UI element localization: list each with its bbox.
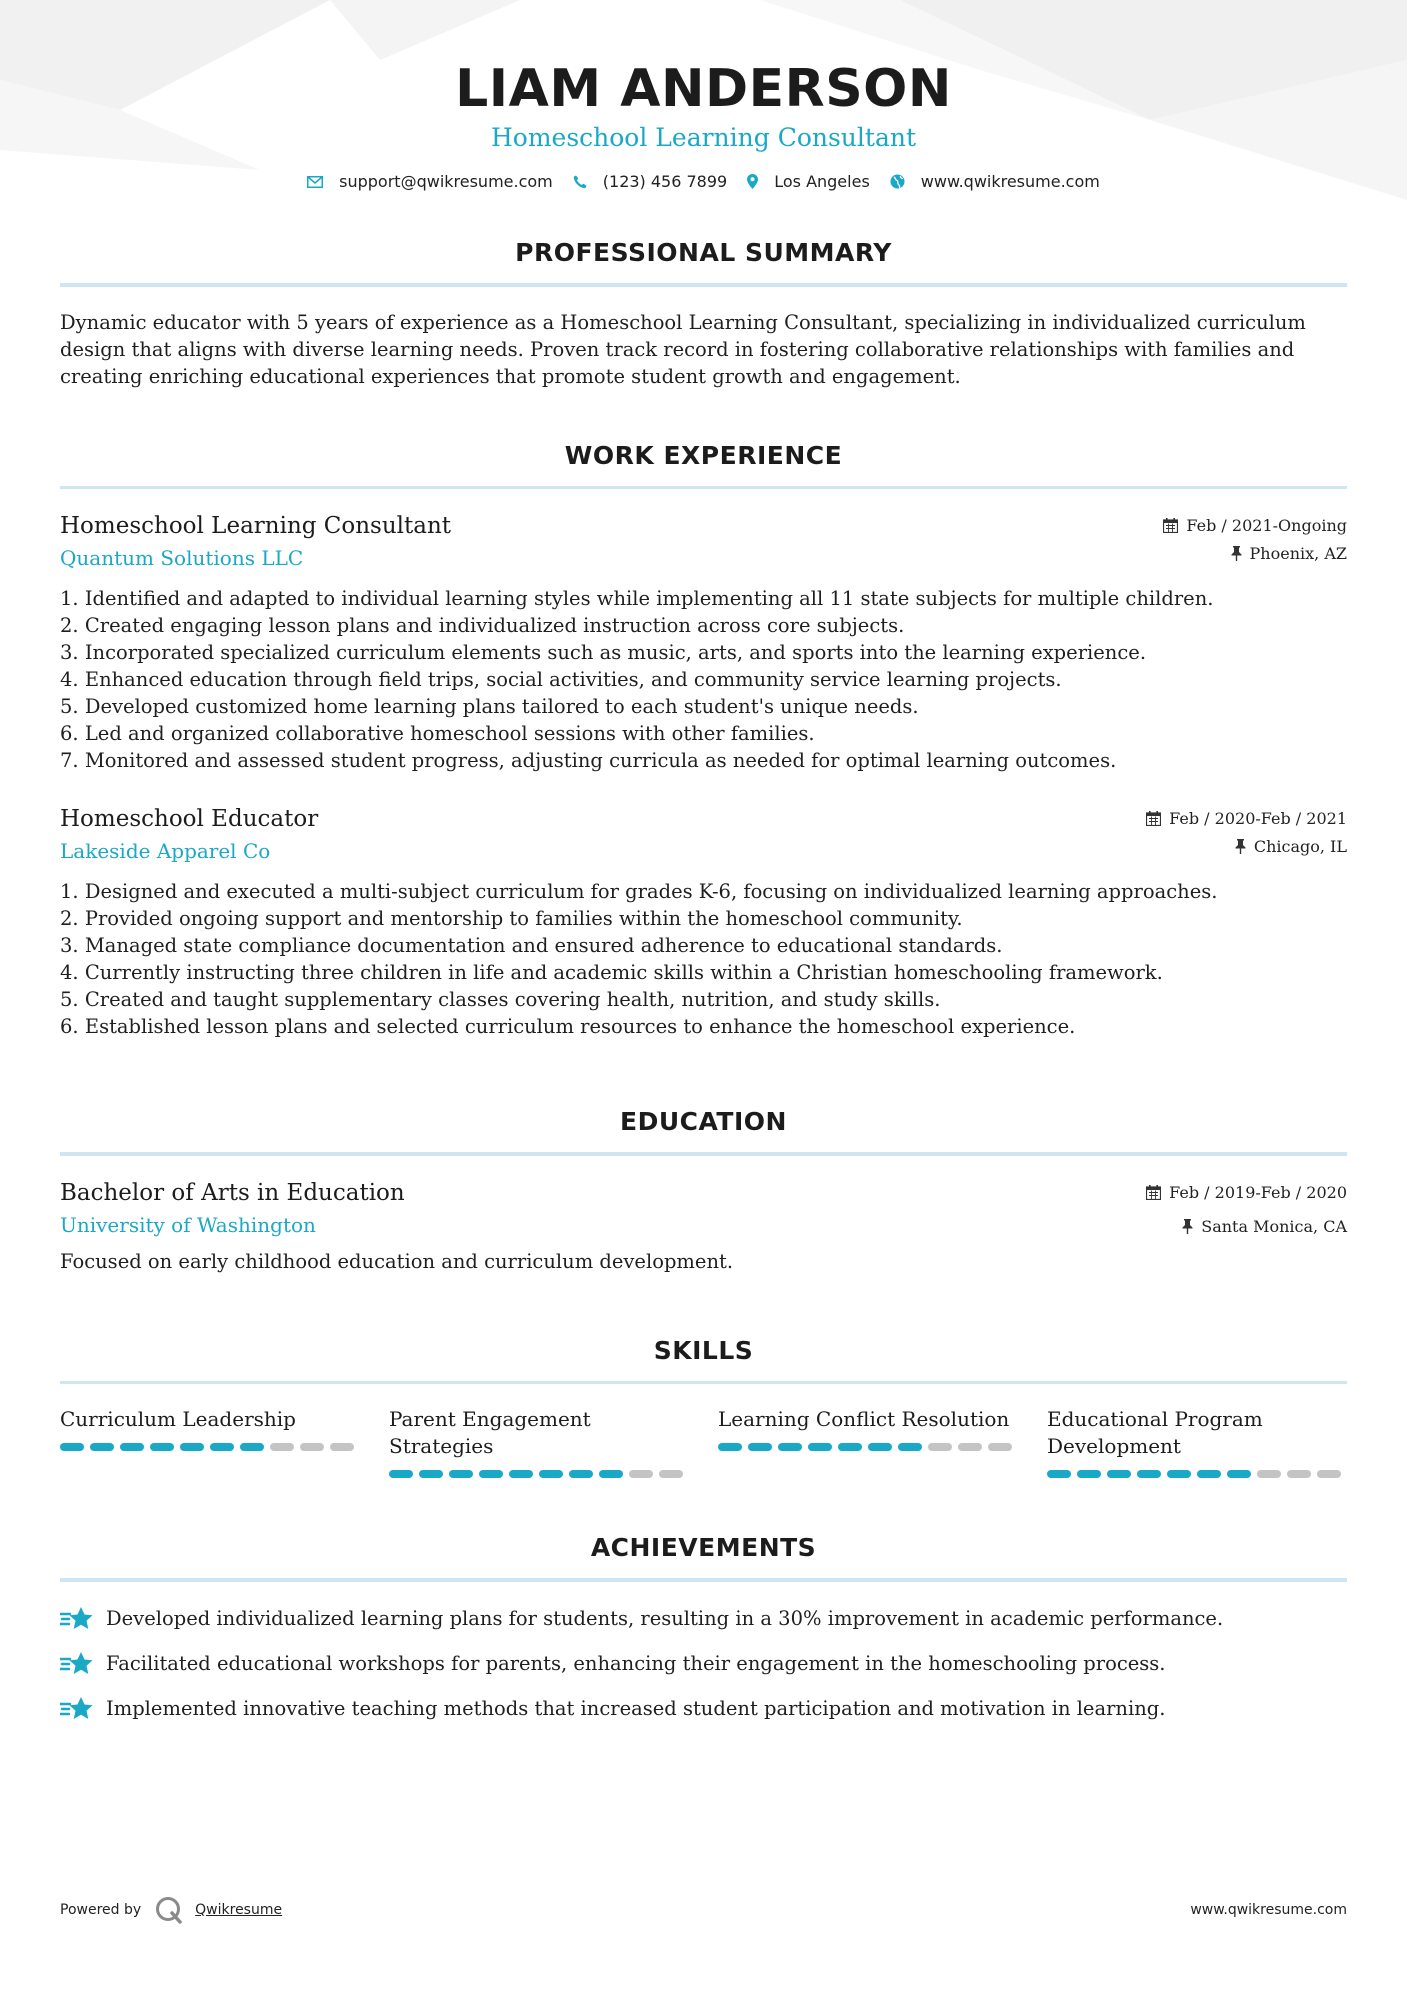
education-dates: Feb / 2019-Feb / 2020 <box>1169 1182 1347 1202</box>
job-location: Chicago, IL <box>1253 836 1347 856</box>
skill-item <box>60 1406 360 1478</box>
footer <box>60 1896 1347 1924</box>
skill-segment-filled <box>599 1470 623 1478</box>
star-icon <box>60 1696 94 1722</box>
experience-section <box>60 440 1347 1040</box>
section-title-education: EDUCATION <box>620 1107 787 1136</box>
degree-title: Bachelor of Arts in Education <box>60 1180 405 1206</box>
job-bullets <box>60 878 1347 1040</box>
skill-segment-filled <box>90 1443 114 1451</box>
skill-segment-empty <box>988 1443 1012 1451</box>
skill-level-bar <box>389 1470 689 1478</box>
education-section <box>60 1106 1347 1275</box>
email-text: support@qwikresume.com <box>339 172 553 191</box>
job-entry <box>60 804 1347 1040</box>
skill-segment-filled <box>1137 1470 1161 1478</box>
achievement-item <box>60 1604 1347 1634</box>
achievement-text: Implemented innovative teaching methods that increased student participation and motivation in learning. <box>106 1697 1166 1720</box>
skill-segment-filled <box>1227 1470 1251 1478</box>
resume-header <box>60 0 1347 191</box>
map-pin-icon <box>747 174 758 189</box>
section-divider <box>60 1578 1347 1582</box>
skill-name: Parent Engagement Strategies <box>389 1407 591 1458</box>
candidate-title: Homeschool Learning Consultant <box>490 123 917 152</box>
education-description: Focused on early childhood education and curriculum development. <box>60 1250 734 1273</box>
skill-segment-filled <box>509 1470 533 1478</box>
job-dates: Feb / 2021-Ongoing <box>1186 515 1347 535</box>
skill-segment-filled <box>240 1443 264 1451</box>
skill-segment-filled <box>210 1443 234 1451</box>
skill-segment-filled <box>150 1443 174 1451</box>
job-entry <box>60 511 1347 774</box>
job-company: Quantum Solutions LLC <box>60 546 304 570</box>
list-item: Currently instructing three children in life and academic skills within a Christian homeschooling framework. <box>84 961 1163 984</box>
powered-by-label: Powered by <box>60 1902 142 1918</box>
list-item: Created and taught supplementary classes covering health, nutrition, and study skills. <box>84 988 941 1011</box>
skill-segment-filled <box>449 1470 473 1478</box>
skill-segment-empty <box>928 1443 952 1451</box>
powered-by <box>60 1896 282 1924</box>
skill-segment-filled <box>479 1470 503 1478</box>
skill-segment-filled <box>778 1443 802 1451</box>
skill-segment-filled <box>1197 1470 1221 1478</box>
skill-segment-filled <box>898 1443 922 1451</box>
qwikresume-logo-icon <box>155 1896 183 1924</box>
skill-segment-filled <box>180 1443 204 1451</box>
achievement-text: Developed individualized learning plans for students, resulting in a 30% improvement in academic performance. <box>106 1607 1224 1630</box>
star-icon <box>60 1606 94 1632</box>
skill-segment-empty <box>1317 1470 1341 1478</box>
summary-section <box>60 237 1347 390</box>
section-title-achievements: ACHIEVEMENTS <box>590 1533 817 1562</box>
skill-segment-filled <box>808 1443 832 1451</box>
job-location: Phoenix, AZ <box>1249 543 1347 563</box>
section-divider <box>60 1381 1347 1384</box>
skill-segment-filled <box>60 1443 84 1451</box>
calendar-icon <box>1163 518 1178 533</box>
pushpin-icon <box>1235 839 1246 854</box>
education-entry <box>60 1178 1347 1275</box>
skill-name: Curriculum Leadership <box>60 1407 296 1431</box>
achievements-section <box>60 1532 1347 1724</box>
skill-level-bar <box>718 1443 1018 1451</box>
summary-text: Dynamic educator with 5 years of experience as a Homeschool Learning Consultant, specializing in individualized curriculum design that aligns with diverse learning needs. Proven track record in fostering collaborative relationships with families and creating enriching educational experiences that promote student growth and engagement. <box>60 311 1306 388</box>
job-company: Lakeside Apparel Co <box>60 839 271 863</box>
skill-segment-empty <box>300 1443 324 1451</box>
list-item: Created engaging lesson plans and individualized instruction across core subjects. <box>84 614 905 637</box>
skill-segment-filled <box>419 1470 443 1478</box>
calendar-icon <box>1146 811 1161 826</box>
section-title-experience: WORK EXPERIENCE <box>564 441 843 470</box>
skill-level-bar <box>1047 1470 1347 1478</box>
job-title: Homeschool Learning Consultant <box>60 513 452 539</box>
skill-segment-filled <box>868 1443 892 1451</box>
brand-link[interactable]: Qwikresume <box>195 1902 283 1918</box>
job-title: Homeschool Educator <box>60 806 319 832</box>
achievement-text: Facilitated educational workshops for parents, enhancing their engagement in the homeschooling process. <box>106 1652 1166 1675</box>
list-item: Led and organized collaborative homeschool sessions with other families. <box>84 722 815 745</box>
phone-icon <box>573 175 587 189</box>
contact-bar <box>60 172 1347 191</box>
list-item: Enhanced education through field trips, social activities, and community service learning projects. <box>84 668 1062 691</box>
phone-text: (123) 456 7899 <box>602 172 728 191</box>
education-location: Santa Monica, CA <box>1201 1216 1347 1236</box>
section-title-summary: PROFESSIONAL SUMMARY <box>515 238 892 267</box>
skill-segment-filled <box>838 1443 862 1451</box>
footer-website[interactable]: www.qwikresume.com <box>1190 1902 1347 1918</box>
list-item: Monitored and assessed student progress, adjusting curricula as needed for optimal learning outcomes. <box>84 749 1117 772</box>
skill-segment-filled <box>1047 1470 1071 1478</box>
website-text: www.qwikresume.com <box>920 172 1100 191</box>
list-item: Developed customized home learning plans tailored to each student's unique needs. <box>84 695 919 718</box>
list-item: Identified and adapted to individual learning styles while implementing all 11 state subjects for multiple children. <box>84 587 1214 610</box>
star-icon <box>60 1651 94 1677</box>
calendar-icon <box>1146 1185 1161 1200</box>
skill-segment-filled <box>1107 1470 1131 1478</box>
skill-segment-filled <box>539 1470 563 1478</box>
achievement-item <box>60 1649 1347 1679</box>
skill-segment-filled <box>389 1470 413 1478</box>
skill-segment-filled <box>1167 1470 1191 1478</box>
list-item: Designed and executed a multi-subject curriculum for grades K-6, focusing on individualized learning approaches. <box>84 880 1218 903</box>
skill-item <box>1047 1406 1347 1478</box>
skill-segment-empty <box>629 1470 653 1478</box>
skill-segment-empty <box>270 1443 294 1451</box>
contact-website[interactable] <box>890 172 1100 191</box>
skill-segment-filled <box>120 1443 144 1451</box>
contact-location <box>747 172 870 191</box>
achievements-list <box>60 1604 1347 1724</box>
skills-list <box>60 1406 1347 1478</box>
list-item: Managed state compliance documentation and ensured adherence to educational standards. <box>84 934 1003 957</box>
skill-segment-empty <box>1257 1470 1281 1478</box>
skill-segment-empty <box>1287 1470 1311 1478</box>
contact-phone[interactable] <box>573 172 727 191</box>
skill-segment-empty <box>659 1470 683 1478</box>
list-item: Provided ongoing support and mentorship to families within the homeschool community. <box>84 907 963 930</box>
achievement-item <box>60 1694 1347 1724</box>
skill-name: Learning Conflict Resolution <box>718 1407 1010 1431</box>
skill-segment-empty <box>958 1443 982 1451</box>
skill-segment-filled <box>748 1443 772 1451</box>
skill-item <box>718 1406 1018 1478</box>
section-divider <box>60 1152 1347 1156</box>
contact-email[interactable] <box>307 172 553 191</box>
list-item: Established lesson plans and selected curriculum resources to enhance the homeschool experience. <box>84 1015 1076 1038</box>
skill-segment-filled <box>718 1443 742 1451</box>
list-item: Incorporated specialized curriculum elements such as music, arts, and sports into the learning experience. <box>84 641 1147 664</box>
pushpin-icon <box>1231 546 1242 561</box>
job-bullets <box>60 585 1347 774</box>
job-dates: Feb / 2020-Feb / 2021 <box>1169 808 1347 828</box>
section-divider <box>60 283 1347 287</box>
skill-item <box>389 1406 689 1478</box>
candidate-name: LIAM ANDERSON <box>455 59 952 119</box>
skill-name: Educational Program Development <box>1047 1407 1263 1458</box>
skill-level-bar <box>60 1443 360 1451</box>
skill-segment-filled <box>1077 1470 1101 1478</box>
skill-segment-filled <box>569 1470 593 1478</box>
globe-icon <box>890 174 905 189</box>
section-divider <box>60 486 1347 489</box>
school-name: University of Washington <box>60 1213 316 1237</box>
location-text: Los Angeles <box>774 172 870 191</box>
section-title-skills: SKILLS <box>653 1336 754 1365</box>
pushpin-icon <box>1182 1219 1193 1234</box>
envelope-icon <box>307 176 323 188</box>
skills-section <box>60 1335 1347 1478</box>
skill-segment-empty <box>330 1443 354 1451</box>
